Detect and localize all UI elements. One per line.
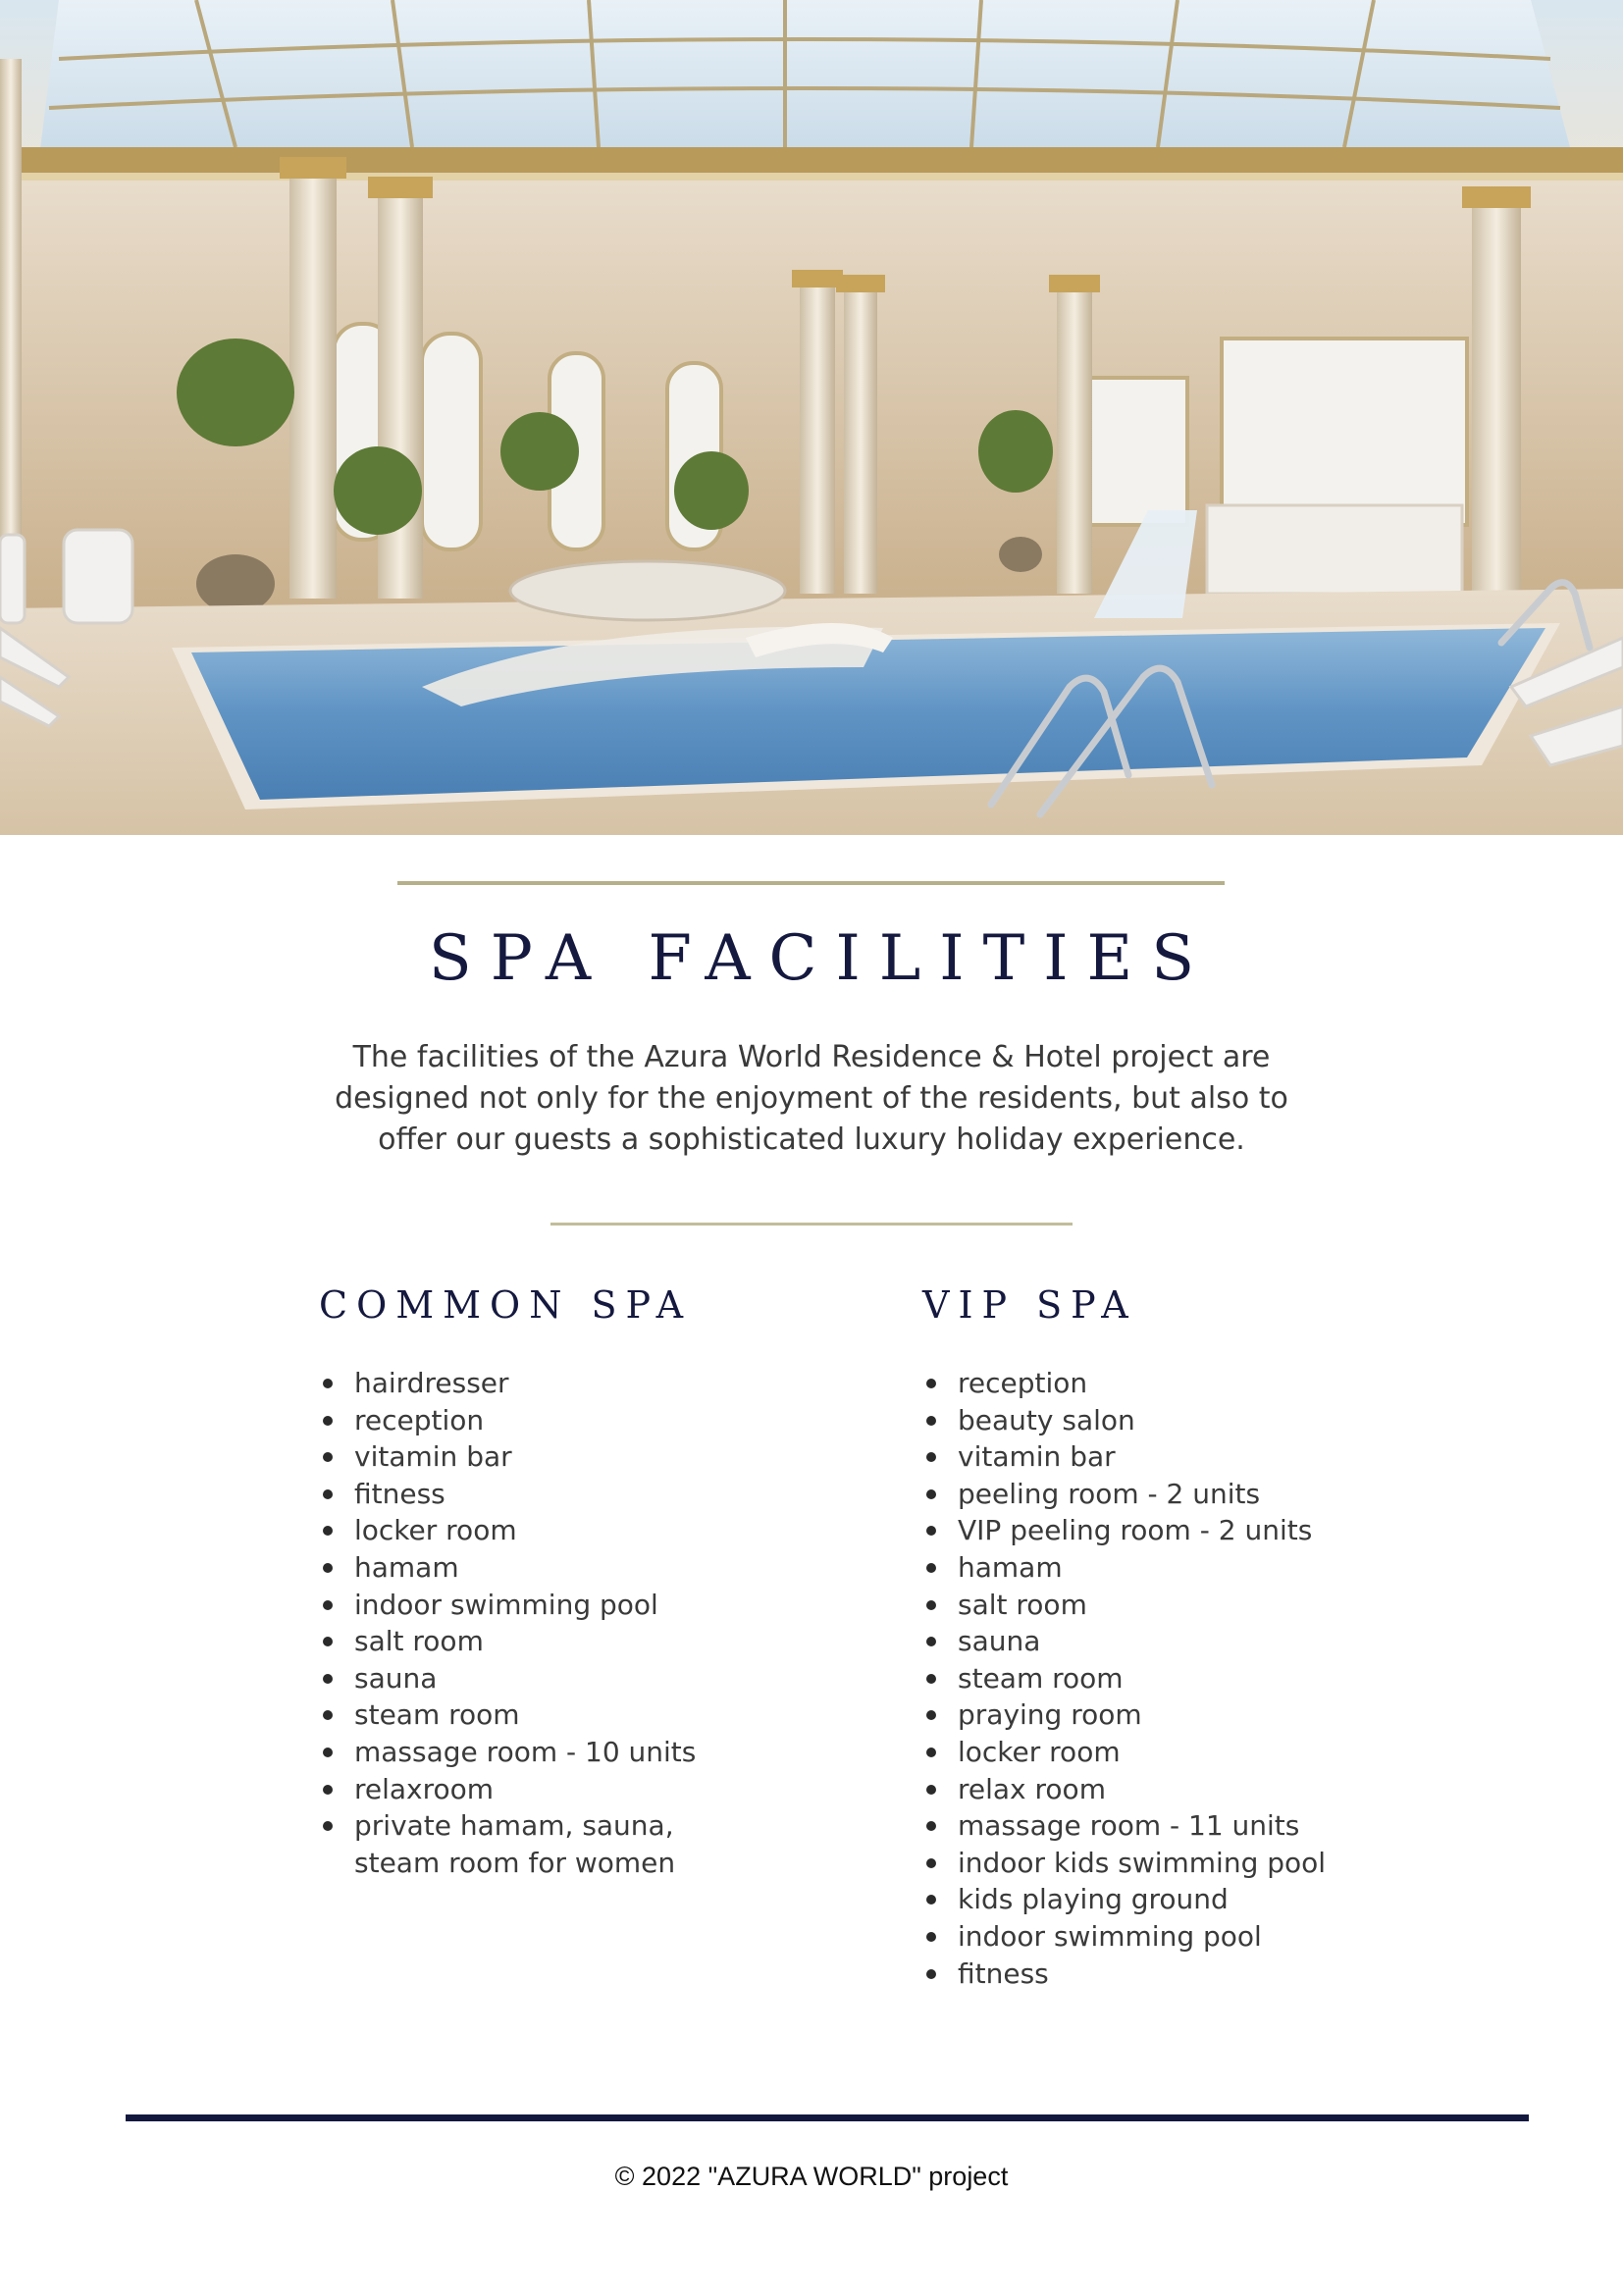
list-item <box>922 1402 1472 1439</box>
list-item-label: praying room <box>958 1698 1142 1732</box>
bullet-icon <box>323 1526 333 1536</box>
list-item <box>922 1623 1472 1660</box>
list-item <box>922 1512 1472 1549</box>
list-item-label: massage room - 11 units <box>958 1809 1300 1843</box>
page-title: SPA FACILITIES <box>428 922 1214 995</box>
intro-line: offer our guests a sophisticated luxury holiday experience. <box>378 1122 1245 1157</box>
bullet-icon <box>323 1748 333 1757</box>
list-item-label: hairdresser <box>354 1367 509 1399</box>
list-item <box>319 1696 868 1734</box>
list-item <box>922 1365 1472 1402</box>
bullet-icon <box>323 1452 333 1462</box>
bullet-icon <box>926 1674 936 1684</box>
list-item <box>922 1956 1472 1993</box>
list-item <box>319 1549 868 1587</box>
bullet-icon <box>323 1416 333 1426</box>
bottom-divider <box>126 2114 1529 2121</box>
bullet-icon <box>323 1785 333 1795</box>
list-item <box>922 1660 1472 1697</box>
bullet-icon <box>926 1489 936 1499</box>
footer-copyright: © 2022 "AZURA WORLD" project <box>614 2162 1009 2191</box>
list-item-label: sauna <box>958 1625 1041 1658</box>
bullet-icon <box>323 1674 333 1684</box>
list-item-label: hamam <box>354 1550 459 1584</box>
list-item <box>922 1734 1472 1771</box>
list-item-label: salt room <box>958 1588 1087 1621</box>
list-item-label: private hamam, sauna, <box>354 1809 674 1843</box>
list-item <box>319 1807 868 1845</box>
list-item-label: fitness <box>354 1477 445 1510</box>
list-item <box>319 1587 868 1624</box>
list-item <box>922 1696 1472 1734</box>
list-item-label: locker room <box>958 1735 1121 1768</box>
list-item <box>319 1365 868 1402</box>
bullet-icon <box>926 1821 936 1831</box>
vip-spa-list <box>922 1365 1472 1992</box>
bullet-icon <box>926 1748 936 1757</box>
list-item-label: hamam <box>958 1550 1063 1584</box>
list-item-label: VIP peeling room - 2 units <box>958 1514 1313 1547</box>
list-item <box>319 1438 868 1476</box>
bullet-icon <box>926 1932 936 1942</box>
bullet-icon <box>926 1785 936 1795</box>
list-item-label: relaxroom <box>354 1772 495 1805</box>
common-spa-section <box>319 1280 868 1881</box>
bullet-icon <box>926 1416 936 1426</box>
list-item-label: peeling room - 2 units <box>958 1477 1261 1510</box>
list-item <box>319 1623 868 1660</box>
bullet-icon <box>323 1489 333 1499</box>
intro-line: designed not only for the enjoyment of the residents, but also to <box>335 1081 1288 1116</box>
list-item-label: indoor kids swimming pool <box>958 1846 1327 1879</box>
list-item <box>319 1771 868 1808</box>
list-item-label: beauty salon <box>958 1403 1135 1436</box>
top-divider <box>397 881 1225 885</box>
list-item <box>319 1476 868 1513</box>
list-item <box>922 1549 1472 1587</box>
bullet-icon <box>926 1452 936 1462</box>
vip-spa-heading: VIP SPA <box>922 1283 1137 1327</box>
bullet-icon <box>926 1379 936 1388</box>
intro-paragraph <box>321 1037 1302 1161</box>
bullet-icon <box>926 1526 936 1536</box>
bullet-icon <box>926 1710 936 1720</box>
hero-photo-indoor-pool <box>0 0 1623 835</box>
list-item-label: reception <box>354 1403 485 1436</box>
bullet-icon <box>323 1563 333 1573</box>
bullet-icon <box>926 1858 936 1868</box>
list-item-label: massage room - 10 units <box>354 1735 697 1768</box>
list-item-label: vitamin bar <box>354 1440 512 1474</box>
list-item-continuation <box>319 1845 868 1882</box>
list-item-label: steam room for women <box>354 1846 676 1879</box>
list-item <box>922 1771 1472 1808</box>
list-item-label: fitness <box>958 1957 1049 1990</box>
bullet-icon <box>323 1600 333 1610</box>
bullet-icon <box>926 1600 936 1610</box>
list-item <box>922 1918 1472 1956</box>
list-item <box>922 1587 1472 1624</box>
list-item-label: relax room <box>958 1772 1106 1805</box>
list-item <box>922 1438 1472 1476</box>
list-item <box>319 1734 868 1771</box>
list-item <box>922 1807 1472 1845</box>
bullet-icon <box>926 1637 936 1646</box>
bullet-icon <box>323 1821 333 1831</box>
middle-divider <box>550 1223 1073 1226</box>
bullet-icon <box>926 1895 936 1905</box>
vip-spa-section <box>922 1280 1472 1992</box>
list-item-label: reception <box>958 1367 1088 1399</box>
pool-illustration <box>0 0 1623 835</box>
list-item-label: vitamin bar <box>958 1440 1116 1474</box>
bullet-icon <box>926 1563 936 1573</box>
list-item-label: sauna <box>354 1661 438 1695</box>
bullet-icon <box>323 1379 333 1388</box>
list-item-label: steam room <box>354 1698 520 1732</box>
list-item <box>922 1476 1472 1513</box>
list-item <box>319 1660 868 1697</box>
list-item-label: locker room <box>354 1514 517 1547</box>
common-spa-heading: COMMON SPA <box>319 1283 693 1327</box>
bullet-icon <box>323 1710 333 1720</box>
list-item-label: salt room <box>354 1625 484 1658</box>
list-item-label: steam room <box>958 1661 1124 1695</box>
list-item-label: indoor swimming pool <box>354 1588 658 1621</box>
list-item-label: indoor swimming pool <box>958 1919 1262 1953</box>
list-item-label: kids playing ground <box>958 1883 1229 1916</box>
list-item <box>922 1881 1472 1918</box>
bullet-icon <box>926 1969 936 1979</box>
list-item <box>319 1512 868 1549</box>
bullet-icon <box>323 1637 333 1646</box>
common-spa-list <box>319 1365 868 1881</box>
list-item <box>922 1845 1472 1882</box>
intro-line: The facilities of the Azura World Residence & Hotel project are <box>352 1040 1271 1074</box>
list-item <box>319 1402 868 1439</box>
